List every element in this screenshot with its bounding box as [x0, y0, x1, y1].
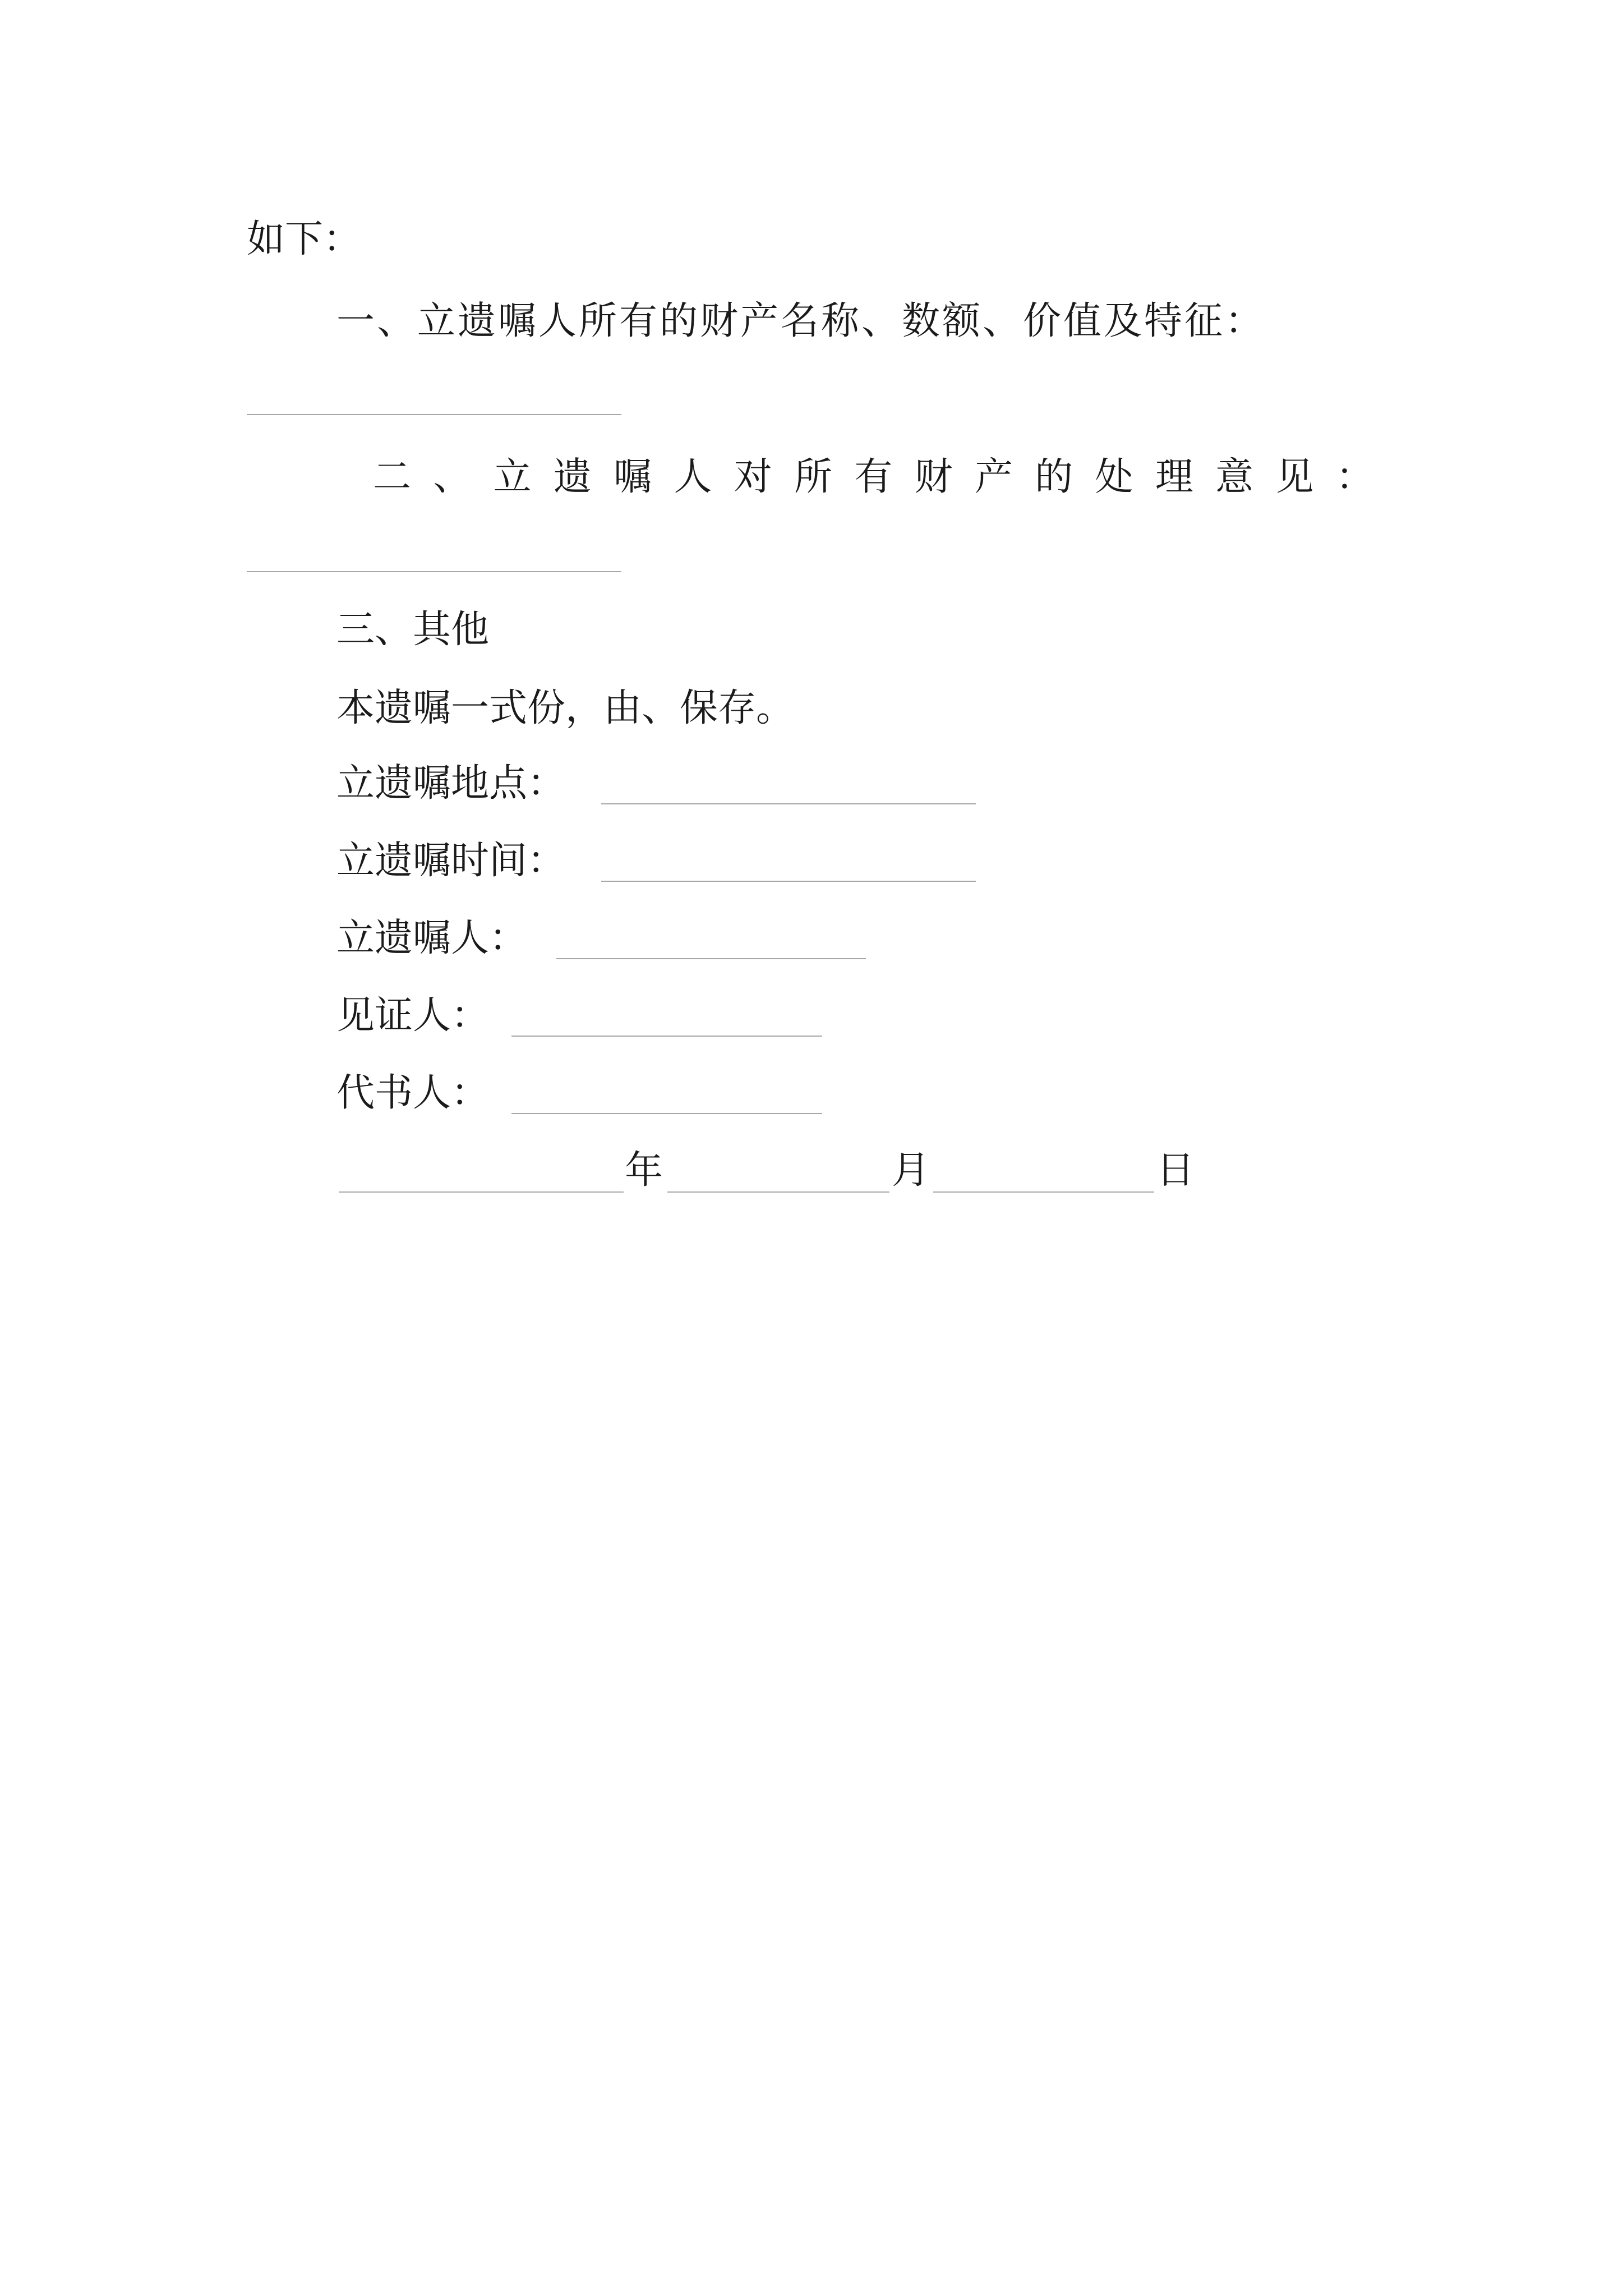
scribe-field[interactable]: [511, 1113, 822, 1114]
year-label: 年: [625, 1148, 663, 1193]
item-2-char: 二: [373, 455, 412, 499]
copies-statement: 本遗嘱一式份，由、保存。: [336, 686, 795, 730]
item-2-char: 嘱: [614, 455, 652, 499]
place-row: [336, 758, 565, 809]
day-field[interactable]: [933, 1191, 1154, 1193]
scribe-row: [336, 1068, 489, 1119]
item-2-char: 所: [794, 455, 833, 499]
place-field[interactable]: [601, 803, 976, 804]
item-3-heading: 三、其他: [336, 608, 490, 652]
item-2-char: 对: [734, 455, 772, 499]
item-1-blank[interactable]: [247, 414, 621, 415]
item-2-char: 产: [974, 455, 1013, 499]
witness-label: 见证人：: [336, 993, 490, 1038]
place-label: 立遗嘱地点：: [336, 761, 566, 806]
item-2-char: 立: [493, 455, 532, 499]
item-2-char: 财: [914, 455, 953, 499]
time-row: [336, 836, 565, 886]
witness-row: [336, 991, 489, 1041]
time-field[interactable]: [601, 881, 976, 882]
item-2-char: 遗: [553, 455, 592, 499]
intro-text: 如下：: [247, 217, 362, 261]
item-2-char: 见: [1275, 455, 1314, 499]
year-field[interactable]: [339, 1191, 624, 1193]
day-label: 日: [1156, 1148, 1195, 1193]
item-2-char: 、: [433, 455, 472, 499]
item-2-char: 意: [1215, 455, 1254, 499]
item-2-char: 处: [1095, 455, 1133, 499]
testator-label: 立遗嘱人：: [336, 916, 528, 960]
item-2-char: 理: [1155, 455, 1193, 499]
item-2-char: 人: [674, 455, 712, 499]
item-1-heading: 一、立遗嘱人所有的财产名称、数额、价值及特征：: [336, 299, 1266, 343]
item-2-char: 的: [1035, 455, 1073, 499]
witness-field[interactable]: [511, 1036, 822, 1037]
time-label: 立遗嘱时间：: [336, 839, 566, 883]
item-2-char: 有: [854, 455, 893, 499]
item-2-blank[interactable]: [247, 571, 621, 572]
month-field[interactable]: [667, 1191, 889, 1193]
testator-field[interactable]: [556, 958, 866, 959]
item-2-char: ：: [1335, 455, 1374, 499]
item-2-heading: [373, 452, 1374, 503]
scribe-label: 代书人：: [336, 1071, 490, 1115]
testator-row: [336, 913, 527, 964]
month-label: 月: [892, 1148, 930, 1193]
